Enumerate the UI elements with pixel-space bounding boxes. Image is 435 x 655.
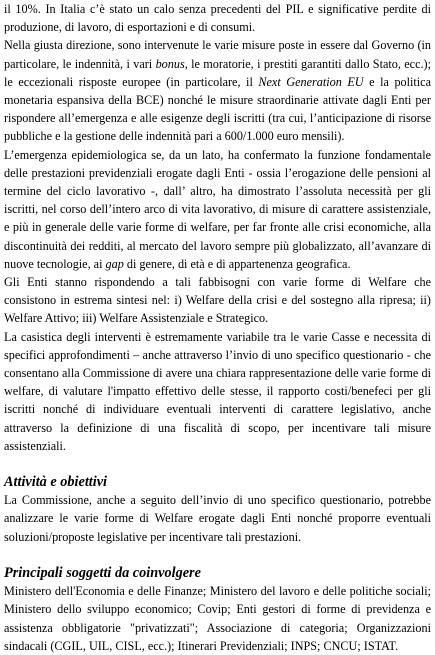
text-run: Nella giusta direzione, sono intervenute le varie misure poste in essere dal Governo (in particolare, le indennità, i vari bbox=[4, 38, 431, 71]
italic-text: gap bbox=[105, 256, 124, 271]
spacer bbox=[4, 455, 431, 473]
paragraph bbox=[4, 36, 431, 145]
section-body-soggetti: Ministero dell'Economia e delle Finanze; Ministero del lavoro e delle politiche sociali; Ministero dello sviluppo economico; Covip; Enti gestori di forme di previdenza e assistenza obbligatorie "privatizzati"; Associazione di categoria; Organizzazioni sindacali (CGIL, UIL, CISL, ecc.); Itinerari Previdenziali; INPS; CNCU; ISTAT. bbox=[4, 584, 431, 653]
spacer bbox=[4, 546, 431, 564]
text-run: e la politica monetaria espansiva della BCE) nonché le misure straordinarie attivate dagli Enti per rispondere all’emergenza e alle esigenze degli iscritti (tra cui, l’anticipazione di risorse pubbliche e la gestione delle indennità pari a 600/1.000 euro mensili). bbox=[4, 74, 431, 144]
italic-text: bonus bbox=[155, 56, 185, 71]
text-run: La casistica degli interventi è estremamente variabile tra le varie Casse e necessita di specifici approfondimenti – anche attraverso l’invio di uno specifico questionario - che consentano alla Commissione di avere una chiara rappresentazione delle varie forme di welfare, di valutare l'impatto effettivo delle stesse, il rapporto costi/benefeci per gli iscritti nonché di individuare eventuali interventi di carattere legislativo, anche attraverso la definizione di una fiscalità di scopo, per incentivare tali misure assistenziali. bbox=[4, 329, 431, 453]
paragraph bbox=[4, 273, 431, 328]
paragraph bbox=[4, 146, 431, 273]
italic-text: Next Generation EU bbox=[258, 74, 364, 89]
text-run: L’emergenza epidemiologica se, da un lato, ha confermato la funzione fondamentale delle prestazioni previdenziali erogate dagli Enti - ossia l’erogazione delle pensioni al termine del ciclo lavorativo -, dall’ altro, ha dimostrato l’assoluta necessità per gli iscritti, nel corso dell’intero arco di vita lavorativo, di misure di carattere assistenziale, e più in generale delle varie forme di welfare, per far fronte alle crisi economiche, alla discontinuità dei redditi, al mercato del lavoro sempre più globalizzato, all’avanzare di nuove tecnologie, ai bbox=[4, 147, 431, 271]
body-paragraphs bbox=[4, 0, 431, 455]
section-title-soggetti: Principali soggetti da coinvolgere bbox=[4, 564, 201, 581]
text-run: di genere, di età e di appartenenza geografica. bbox=[123, 256, 351, 271]
text-run: il 10%. In Italia c’è stato un calo senza precedenti del PIL e significative perdite di produzione, di lavoro, di esportazioni e di consumi. bbox=[4, 2, 431, 35]
text-run: Gli Enti stanno rispondendo a tali fabbisogni con varie forme di Welfare che consistono in estrema sintesi nel: i) Welfare della crisi e del sostegno alla ripresa; ii) Welfare Attivo; iii) Welfare Assistenziale e Strategico. bbox=[4, 275, 431, 326]
section-body-attivita: La Commissione, anche a seguito dell’invio di uno specifico questionario, potrebbe analizzare le varie forme di Welfare erogate dagli Enti nonché proporre eventuali soluzioni/proposte legislative per incentivare tali prestazioni. bbox=[4, 493, 431, 544]
paragraph bbox=[4, 0, 431, 36]
text-run: , le moratorie, i prestiti garantiti dallo Stato, ecc.); le eccezionali risposte europee (in particolare, il bbox=[4, 56, 431, 89]
paragraph bbox=[4, 328, 431, 455]
section-title-attivita: Attività e obiettivi bbox=[4, 474, 108, 491]
